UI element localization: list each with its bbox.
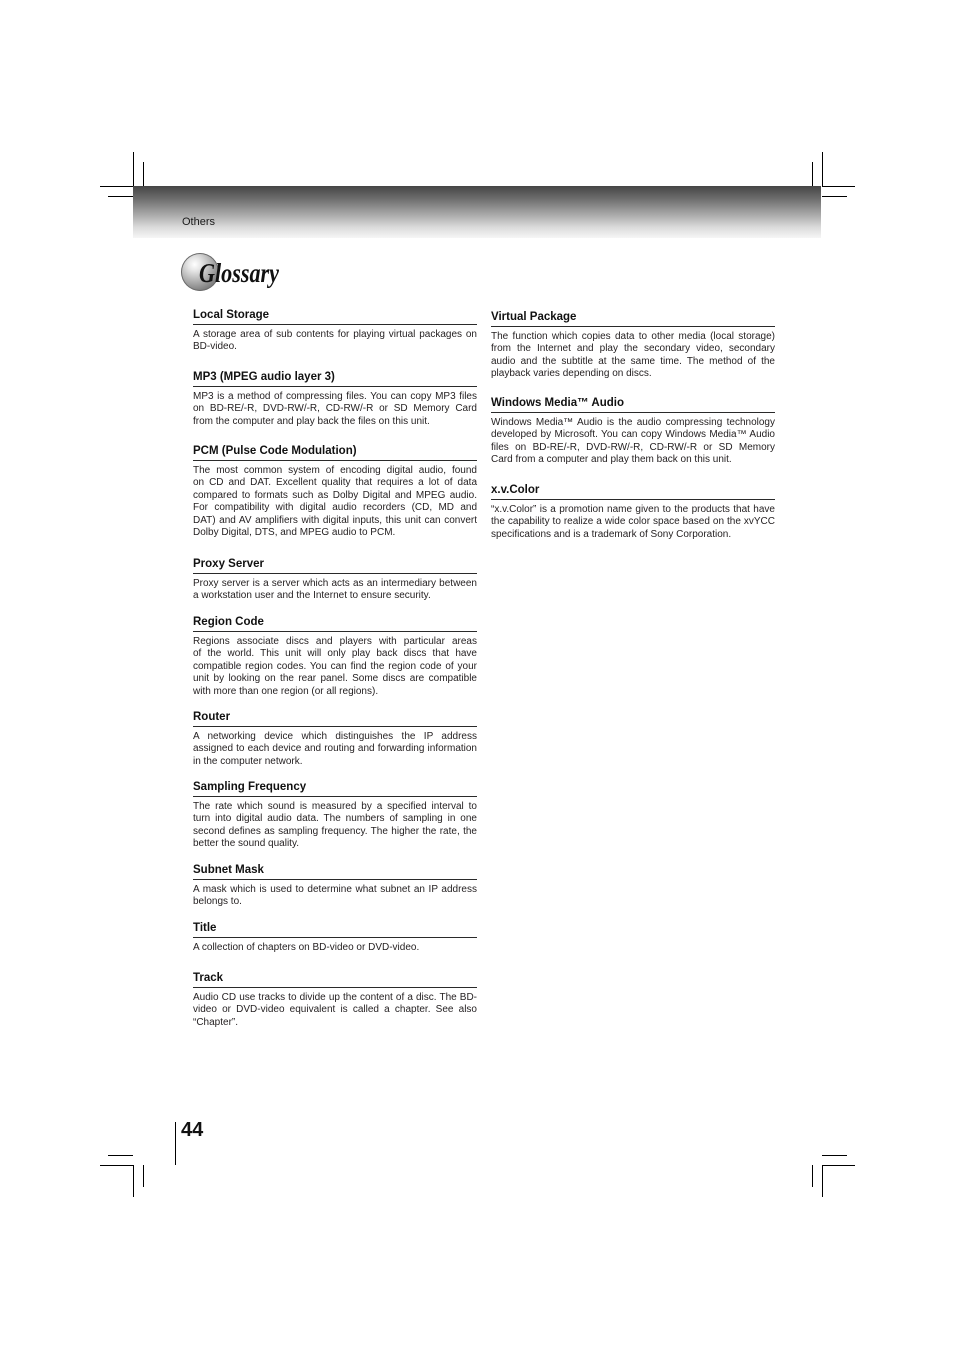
glossary-entry-virtual-package (491, 310, 775, 381)
definition-line: Dolby Digital, DTS, and MPEG audio to PCM. (193, 526, 396, 538)
definition-line: The rate which sound is measured by a specified interval to (193, 801, 477, 812)
definition-line: video or DVD-video equivalent is called a chapter. See also (193, 1004, 477, 1016)
glossary-definition (193, 992, 477, 1029)
crop-mark (812, 162, 813, 186)
crop-mark (822, 1155, 847, 1156)
crop-mark (143, 162, 144, 186)
definition-line: “Chapter”. (193, 1016, 239, 1028)
definition-line: BD-video. (193, 341, 237, 353)
definition-line: assigned to each device and routing and forwarding information (193, 743, 477, 755)
definition-line: Proxy server is a server which acts as an intermediary between (193, 578, 477, 589)
glossary-definition (193, 636, 477, 698)
glossary-definition (193, 942, 477, 954)
definition-line: DAT) and AV amplifiers with digital inputs, this unit can convert (193, 514, 477, 526)
definition-line: Regions associate discs and players with particular areas (193, 636, 477, 647)
glossary-term: Title (193, 921, 477, 938)
glossary-term: Local Storage (193, 308, 477, 325)
section-header-band (133, 186, 821, 238)
definition-line: from the computer and play back the files on this unit. (193, 415, 430, 427)
definition-line: developed by Microsoft. You can copy Windows Media™ Audio (491, 429, 775, 441)
definition-line: The most common system of encoding digital audio, found (193, 465, 477, 476)
definition-line: MP3 is a method of compressing files. You can copy MP3 files (193, 391, 477, 402)
page-number-divider (175, 1122, 176, 1165)
definition-line: “x.v.Color” is a promotion name given to the products that have (491, 504, 775, 515)
crop-mark (100, 186, 133, 187)
crop-mark (822, 186, 855, 187)
glossary-term: Windows Media™ Audio (491, 396, 775, 413)
crop-mark (822, 1165, 855, 1166)
definition-line: in the computer network. (193, 755, 303, 767)
definition-line: on BD-RE/-R, DVD-RW/-R, CD-RW/-R or SD Memory Card (193, 403, 477, 415)
glossary-term: Router (193, 710, 477, 727)
definition-line: belongs to. (193, 896, 242, 908)
definition-line: A storage area of sub contents for playing virtual packages on (193, 329, 477, 340)
glossary-definition (193, 731, 477, 768)
definition-line: A mask which is used to determine what subnet an IP address (193, 884, 477, 895)
glossary-term: Track (193, 971, 477, 988)
glossary-term: x.v.Color (491, 483, 775, 500)
glossary-definition (193, 329, 477, 354)
definition-line: playback varies depending on discs. (491, 368, 652, 380)
glossary-term: Virtual Package (491, 310, 775, 327)
definition-line: better the sound quality. (193, 838, 299, 850)
glossary-entry-sampling-frequency (193, 780, 477, 851)
glossary-entry-local-storage (193, 308, 477, 354)
glossary-definition (193, 884, 477, 909)
glossary-definition (491, 417, 775, 467)
glossary-term: Subnet Mask (193, 863, 477, 880)
page-title: Glossary (199, 258, 279, 288)
glossary-entry-track (193, 971, 477, 1029)
definition-line: The function which copies data to other media (local storage) (491, 331, 775, 342)
glossary-entry-proxy-server (193, 557, 477, 603)
crop-mark (812, 1165, 813, 1187)
glossary-term: Proxy Server (193, 557, 477, 574)
glossary-entry-mp3 (193, 370, 477, 428)
crop-mark (100, 1165, 133, 1166)
definition-line: Audio CD use tracks to divide up the content of a disc. The BD- (193, 992, 477, 1003)
glossary-term: MP3 (MPEG audio layer 3) (193, 370, 477, 387)
glossary-entry-title (193, 921, 477, 954)
glossary-entry-pcm (193, 444, 477, 539)
glossary-term: Region Code (193, 615, 477, 632)
definition-line: For compatibility with digital audio recorders (CD, MD and (193, 502, 477, 514)
glossary-definition (491, 331, 775, 381)
definition-line: of the world. This unit will only play back discs that have (193, 648, 477, 660)
crop-mark (133, 1165, 134, 1197)
definition-line: the capability to realize a wide color space based on the xvYCC (491, 516, 775, 528)
crop-mark (822, 196, 847, 197)
crop-mark (108, 1155, 133, 1156)
glossary-definition (491, 504, 775, 541)
glossary-entry-region-code (193, 615, 477, 698)
definition-line: turn into digital audio data. The numbers of sampling in one (193, 813, 477, 825)
crop-mark (108, 196, 133, 197)
definition-line: audio and the subtitle at the same time. The method of the (491, 355, 775, 367)
glossary-definition (193, 391, 477, 428)
definition-line: from the Internet and play the secondary video, secondary (491, 343, 775, 355)
glossary-entry-xv-color (491, 483, 775, 541)
definition-line: specifications and is a trademark of Sony Corporation. (491, 528, 732, 540)
definition-line: a workstation user and the Internet to ensure security. (193, 590, 431, 602)
crop-mark (143, 1165, 144, 1187)
glossary-entry-subnet-mask (193, 863, 477, 909)
glossary-term: Sampling Frequency (193, 780, 477, 797)
definition-line: A collection of chapters on BD-video or DVD-video. (193, 942, 420, 953)
glossary-definition (193, 801, 477, 851)
glossary-definition (193, 465, 477, 539)
definition-line: Windows Media™ Audio is the audio compressing technology (491, 417, 775, 428)
definition-line: compatible region codes. You can find the region code of your (193, 660, 477, 672)
glossary-term: PCM (Pulse Code Modulation) (193, 444, 477, 461)
definition-line: files on BD-RE/-R, DVD-RW/-R, CD-RW/-R or SD Memory (491, 441, 775, 453)
definition-line: on CD and DAT. Excellent quality that requires a lot of data (193, 477, 477, 489)
crop-mark (822, 152, 823, 186)
definition-line: unit by looking on the rear panel. Some discs are compatible (193, 673, 477, 685)
page-number: 44 (181, 1119, 204, 1141)
crop-mark (822, 1165, 823, 1197)
section-label: Others (182, 216, 216, 228)
glossary-entry-windows-media-audio (491, 396, 775, 467)
glossary-entry-router (193, 710, 477, 768)
crop-mark (133, 152, 134, 186)
glossary-definition (193, 578, 477, 603)
definition-line: Card from a computer and play them back on this unit. (491, 454, 732, 466)
definition-line: compared to formats such as Dolby Digital and MPEG audio. (193, 489, 477, 501)
definition-line: with more than one region (or all regions). (193, 685, 379, 697)
definition-line: second defines as sampling frequency. The higher the rate, the (193, 825, 477, 837)
definition-line: A networking device which distinguishes the IP address (193, 731, 477, 742)
